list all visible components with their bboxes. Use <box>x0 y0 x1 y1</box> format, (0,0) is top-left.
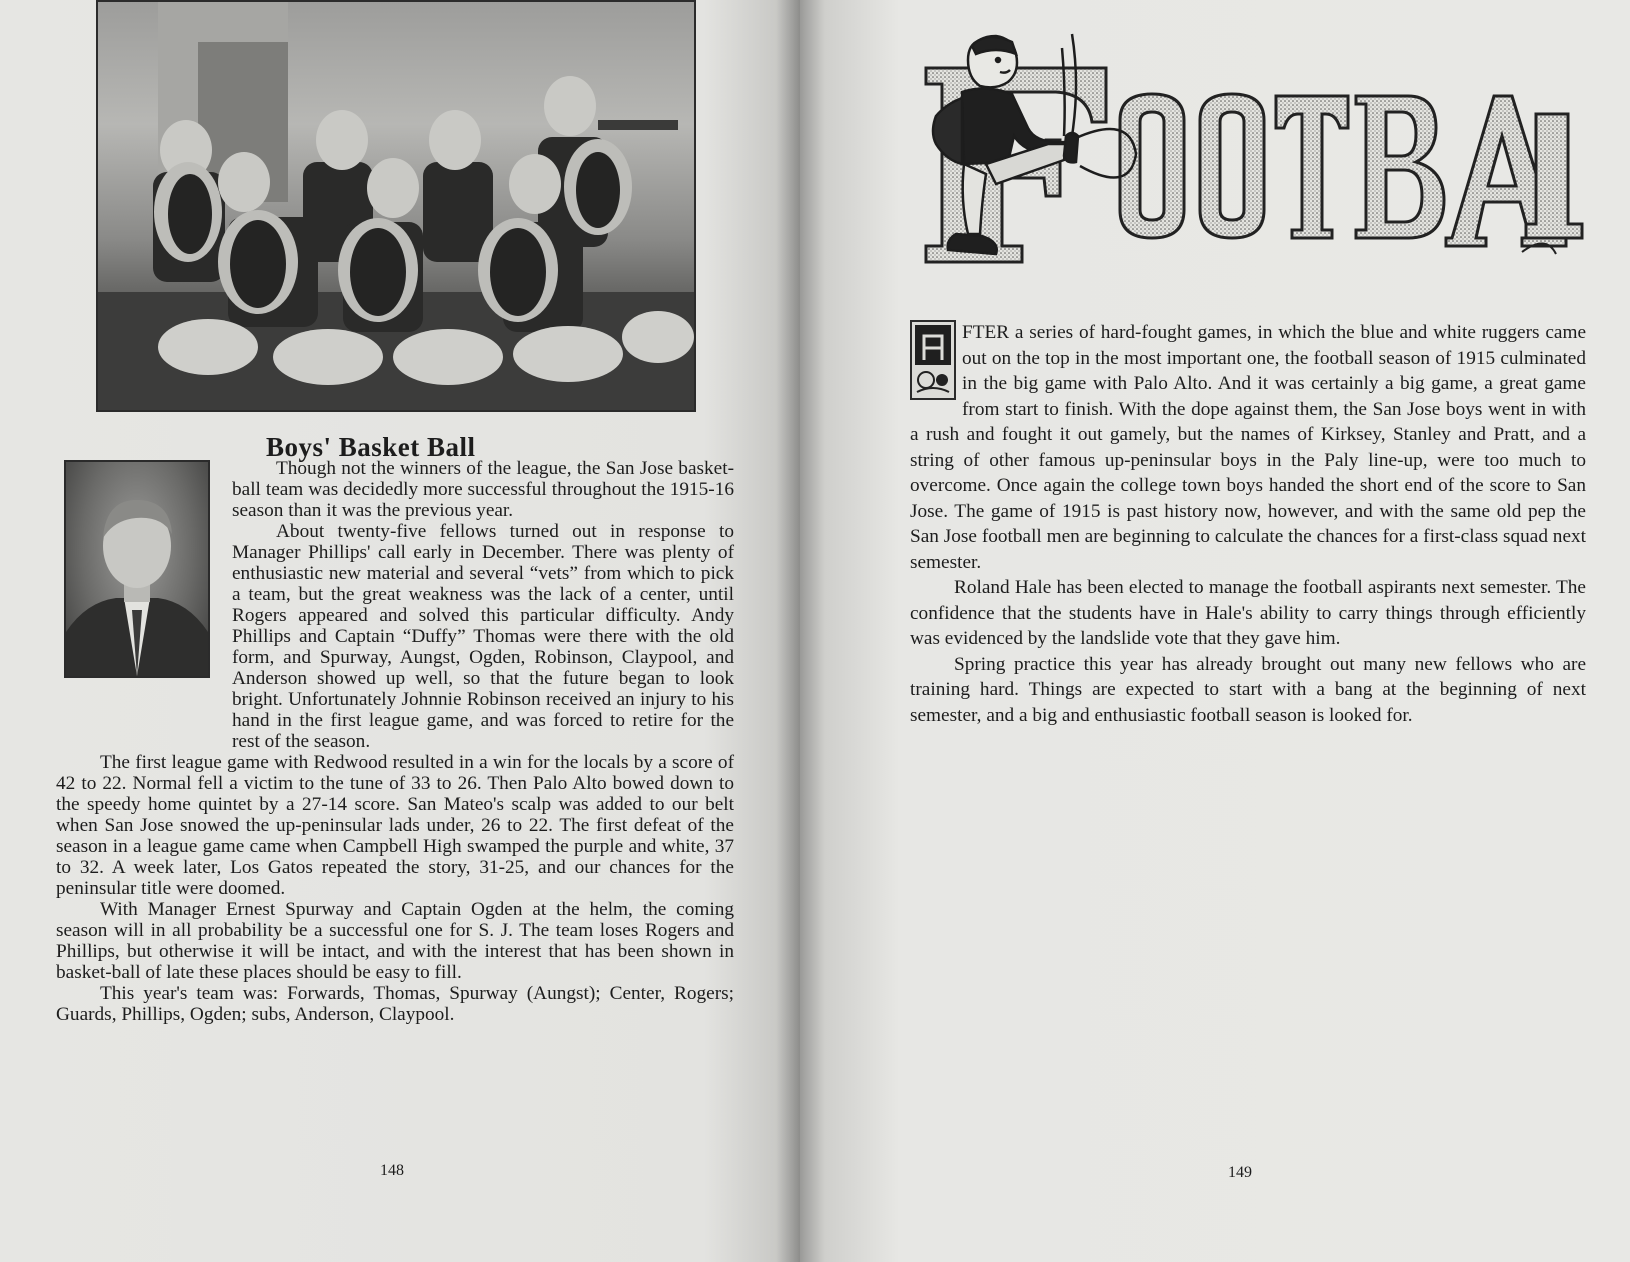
article-paragraph: Though not the winners of the league, the San Jose basket-ball team was decidedly more successful throughout the 1915-16 season than it was the previous year. <box>232 458 734 521</box>
article-paragraph: This year's team was: Forwards, Thomas, Spurway (Aungst); Center, Rogers; Guards, Phillips, Ogden; subs, Anderson, Claypool. <box>56 983 734 1025</box>
article-paragraph: FTER a series of hard-fought games, in which the blue and white ruggers came out on the top in the most important one, the football season of 1915 culminated in the big game with Palo Alto. And it was certainly a big game, a great game from start to finish. With the dope against them, the San Jose boys went in with a rush and fought it out gamely, but the names of Kirksey, Stanley and Pratt, and a string of other famous up-peninsular boys in the Paly line-up, were too much to overcome. Once again the college town boys handed the short end of the score to San Jose. The game of 1915 is past history now, however, and with the same old pep the San Jose football men are beginning to calculate the chances for a first-class squad next semester. <box>910 322 1586 573</box>
article-paragraph: About twenty-five fellows turned out in response to Manager Phillips' call early in December. There was plenty of enthusiastic new material and several “vets” from which to pick a team, but the great weakness was the lack of a center, until Rogers appeared and solved this particular difficulty. Andy Phillips and Captain “Duffy” Thomas were there with the old form, and Spurway, Aungst, Ogden, Robinson, Claypool, and Anderson showed up well, so that the future began to look bright. Unfortunately Johnnie Robinson received an injury to his hand in the first league game, and was forced to retire for the rest of the season. <box>232 521 734 752</box>
basketball-team-photo <box>96 0 696 412</box>
drop-cap-ornament <box>910 320 956 400</box>
football-article <box>910 320 1586 728</box>
football-title-illustration <box>916 24 1596 292</box>
article-paragraph: With Manager Ernest Spurway and Captain Ogden at the helm, the coming season will in all probability be a successful one for S. J. The team loses Rogers and Phillips, but otherwise it will be intact, and with the interest that has been shown in basket-ball of late these places should be easy to fill. <box>56 899 734 983</box>
basketball-article <box>56 458 734 1025</box>
article-paragraph: Roland Hale has been elected to manage the football aspirants next semester. The confidence that the students have in Hale's ability to carry things through efficiently was evidenced by the landslide vote that they gave him. <box>910 577 1586 649</box>
article-paragraph: Spring practice this year has already brought out many new fellows who are training hard. Things are expected to start with a bang at the beginning of next semester, and a big and enthusiastic football season is looked for. <box>910 653 1586 726</box>
page-number-right: 149 <box>1228 1164 1252 1181</box>
page-number-left: 148 <box>380 1162 404 1179</box>
article-paragraph: The first league game with Redwood resulted in a win for the locals by a score of 42 to 22. Normal fell a victim to the tune of 33 to 26. Then Palo Alto bowed down to the speedy home quintet by a 27-14 score. San Mateo's scalp was added to our belt when San Jose snowed the up-peninsular lads under, 26 to 22. The first defeat of the season in a league game came when Campbell High swamped the purple and white, 37 to 32. A week later, Los Gatos repeated the story, 31-25, and our chances for the peninsular title were doomed. <box>56 752 734 899</box>
left-page <box>0 0 800 1262</box>
section-heading: Boys' Basket Ball <box>266 432 476 462</box>
